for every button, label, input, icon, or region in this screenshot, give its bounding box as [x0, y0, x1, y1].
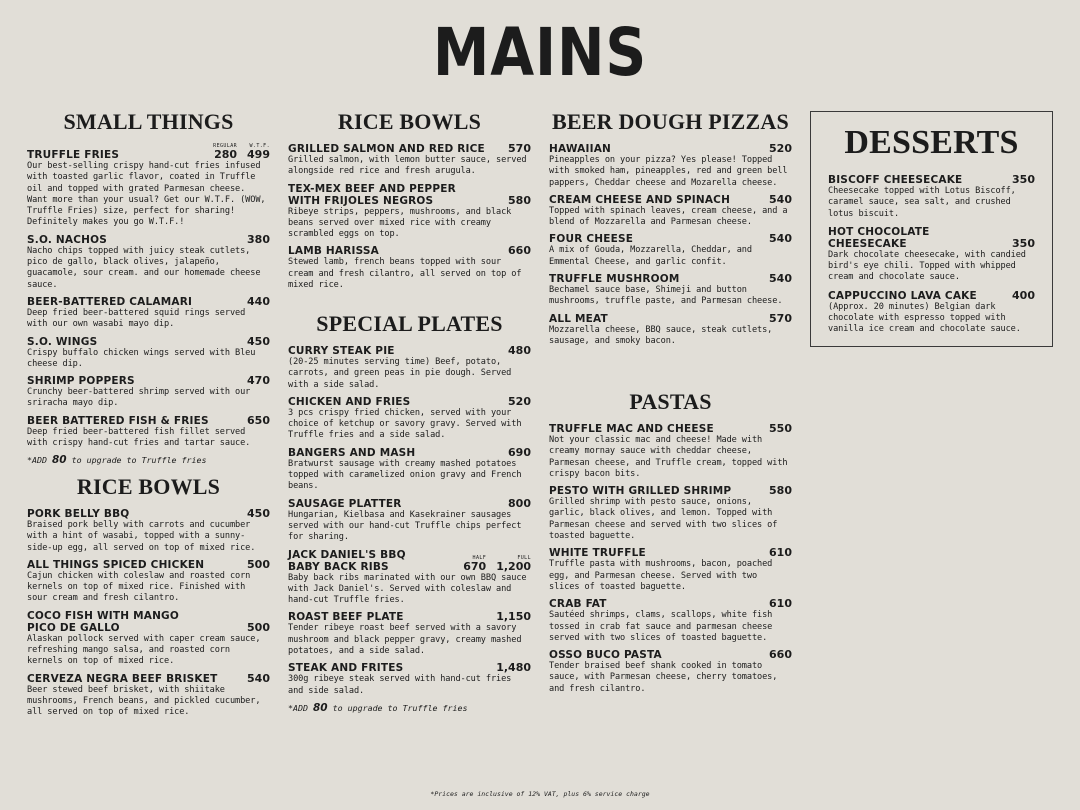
item-name: BEER-BATTERED CALAMARI — [27, 295, 193, 308]
item-name: WHITE TRUFFLE — [549, 547, 646, 560]
item-description: Nacho chips topped with juicy steak cutlets, pico de gallo, black olives, jalapeño, guacamole, sour cream. and our homemade cheese sauce. — [27, 245, 261, 290]
item-price: 660 — [508, 244, 531, 258]
item-name: SAUSAGE PLATTER — [288, 497, 402, 510]
item-description: 3 pcs crispy fried chicken, served with your choice of ketchup or savory gravy. Served with Truffle fries and a side salad. — [288, 407, 522, 441]
item-price: 650 — [247, 413, 270, 427]
item-name: CERVEZA NEGRA BEEF BRISKET — [27, 672, 218, 685]
menu-item — [828, 226, 1035, 284]
item-price: 520 — [769, 142, 792, 155]
item-description: Tender ribeye roast beef served with a savory mushroom and black pepper gravy, creamy mashed potatoes, and a side salad. — [288, 623, 522, 657]
item-description: Braised pork belly with carrots and cucumber with a hint of wasabi, topped with a sunny-side-up egg, all served on top of mixed rice. — [27, 520, 256, 553]
item-name: CURRY STEAK PIE — [288, 345, 395, 357]
item-name: OSSO BUCO PASTA — [549, 649, 662, 662]
item-description: Pineapples on your pizza? Yes please! Topped with smoked ham, pineapples, red and green bell pappers, Cheddar cheese and Mozarella cheese. — [549, 155, 788, 188]
item-name: S.O. NACHOS — [27, 233, 107, 246]
truffle-upgrade-note: *ADD 80 to upgrade to Truffle fries — [288, 701, 468, 714]
item-description: 300g ribeye steak served with hand-cut fries and side salad. — [288, 674, 512, 696]
menu-item — [828, 290, 1035, 336]
menu-item — [27, 610, 270, 668]
item-name: STEAK AND FRITES — [288, 662, 404, 675]
menu-items — [27, 508, 270, 719]
menu-item — [27, 143, 270, 229]
special-plates-section — [288, 313, 531, 714]
menu-item — [27, 234, 270, 291]
item-name: HOT CHOCOLATE CHEESECAKE — [828, 225, 930, 250]
price-size-label: W.T.F. — [249, 143, 270, 149]
item-price: 440 — [247, 294, 270, 308]
item-description: Our best-selling crispy hand-cut fries infused with toasted garlic flavor, coated in Truffle oil and topped with grated Parmesan cheese. Want more than your usual? Get our W.T.F. (WOW, Truffle Fries) size, perfect for sharing! Definitely makes you go W.T.F.! — [27, 161, 266, 228]
item-name: PORK BELLY BBQ — [27, 508, 130, 520]
menu-item — [288, 183, 531, 241]
menu-item — [288, 143, 531, 178]
item-price: 580 — [508, 193, 531, 207]
item-name: FOUR CHEESE — [549, 233, 634, 246]
item-description: Tender braised beef shank cooked in tomato sauce, with Parmesan cheese, cherry tomatoes, and fresh cilantro. — [549, 661, 778, 694]
item-price: 570 — [508, 142, 531, 155]
menu-item — [288, 549, 531, 607]
item-description: Not your classic mac and cheese! Made with creamy mornay sauce with cheddar cheese, Parmesan cheese, and Truffle cream, topped with crispy bacon bits. — [549, 435, 788, 479]
item-price: 580 — [769, 484, 792, 498]
item-price: 350 — [1012, 236, 1035, 250]
menu-item — [27, 336, 270, 371]
item-name: CAPPUCCINO LAVA CAKE — [828, 289, 977, 302]
menu-item — [828, 174, 1035, 220]
menu-item — [27, 508, 270, 554]
item-price: 610 — [769, 597, 792, 611]
menu-item — [288, 662, 531, 697]
item-price: 1,480 — [496, 661, 531, 675]
item-name: ROAST BEEF PLATE — [288, 611, 404, 624]
item-price: 540 — [769, 232, 792, 246]
section-heading: PASTAS — [629, 389, 712, 414]
item-name: CHICKEN AND FRIES — [288, 395, 411, 408]
item-name: JACK DANIEL'S BBQ BABY BACK RIBS — [288, 548, 406, 573]
item-name: ALL THINGS SPICED CHICKEN — [27, 558, 205, 571]
item-price: 610 — [769, 546, 792, 560]
item-description: Baby back ribs marinated with our own BBQ sauce with Jack Daniel's. Served with coleslaw and hand-cut Truffle fries. — [288, 572, 527, 606]
menu-item — [288, 498, 531, 544]
item-name: TRUFFLE MAC AND CHEESE — [549, 423, 714, 435]
item-name: TRUFFLE FRIES — [27, 149, 120, 161]
item-price: 450 — [247, 507, 270, 520]
item-price: 380 — [247, 232, 270, 246]
menu-item — [549, 649, 792, 695]
menu-items — [828, 174, 1035, 336]
item-price: 660 — [769, 648, 792, 662]
menu-item — [549, 423, 792, 480]
item-description: Deep fried beer-battered fish fillet served with crispy hand-cut fries and tartar sauce. — [27, 426, 251, 449]
menu-item — [288, 245, 531, 291]
item-price: 800 — [508, 496, 531, 510]
item-description: Topped with spinach leaves, cream cheese, and a blend of Mozzarella and Parmesan cheese. — [549, 205, 788, 228]
item-price: 690 — [508, 445, 531, 459]
menu-items — [549, 423, 792, 695]
item-description: Grilled salmon, with lemon butter sauce, served alongside red rice and fresh arugula. — [288, 155, 527, 177]
pizzas-section — [549, 111, 792, 352]
item-price: 670 — [463, 559, 487, 573]
menu-item — [27, 559, 270, 605]
price-size-label: FULL — [517, 554, 531, 561]
section-heading: BEER DOUGH PIZZAS — [552, 109, 789, 134]
item-description: Alaskan pollock served with caper cream sauce, refreshing mango salsa, and roasted corn kernels on top of mixed rice. — [27, 633, 261, 667]
rice-bowls-mid-section — [288, 111, 531, 296]
rice-bowls-left-section — [27, 476, 270, 724]
section-heading: RICE BOWLS — [76, 474, 221, 499]
menu-item — [549, 233, 792, 268]
section-heading: DESSERTS — [844, 124, 1019, 161]
item-description: Mozzarella cheese, BBQ sauce, steak cutlets, sausage, and smoky bacon. — [549, 324, 773, 346]
item-description: Hungarian, Kielbasa and Kasekrainer sausages served with our hand-cut Truffle chips perfect for sharing. — [288, 509, 522, 543]
menu-item — [549, 273, 792, 308]
item-price: 500 — [247, 620, 270, 634]
menu-item — [549, 143, 792, 189]
menu-items — [27, 143, 270, 449]
menu-item — [549, 313, 792, 348]
small-things-section — [27, 111, 270, 466]
item-price: 499 — [247, 148, 270, 161]
desserts-box — [810, 111, 1053, 347]
item-description: Crispy buffalo chicken wings served with Bleu cheese dip. — [27, 347, 256, 369]
item-description: Stewed lamb, french beans topped with sour cream and fresh cilantro, all served on top of mixed rice. — [288, 257, 522, 291]
item-price: 520 — [508, 394, 531, 408]
item-name: CRAB FAT — [549, 598, 607, 611]
menu-item — [288, 447, 531, 493]
item-price: 480 — [508, 344, 531, 357]
menu-item — [549, 547, 792, 593]
truffle-upgrade-note: *ADD 80 to upgrade to Truffle fries — [27, 454, 207, 467]
section-heading: SMALL THINGS — [63, 109, 234, 134]
item-name: ALL MEAT — [549, 312, 608, 325]
item-name: PESTO WITH GRILLED SHRIMP — [549, 485, 732, 498]
item-name: SHRIMP POPPERS — [27, 375, 135, 388]
menu-item — [288, 345, 531, 391]
item-name: BEER BATTERED FISH & FRIES — [27, 414, 209, 427]
item-price: 280 — [214, 148, 238, 161]
section-heading: RICE BOWLS — [337, 109, 482, 134]
menu-items — [549, 143, 792, 347]
item-name: HAWAIIAN — [549, 143, 612, 155]
item-price: 470 — [247, 374, 270, 388]
item-description: Sautéed shrimps, clams, scallops, white fish tossed in crab fat sauce and parmesan cheese served with two slices of toasted baguette. — [549, 610, 773, 643]
item-description: A mix of Gouda, Mozzarella, Cheddar, and Emmental Cheese, and garlic confit. — [549, 245, 752, 267]
menu-item — [288, 396, 531, 442]
item-price: 350 — [1012, 173, 1035, 186]
item-name: COCO FISH WITH MANGO PICO DE GALLO — [27, 609, 180, 634]
menu-item — [549, 598, 792, 644]
item-price: 1,150 — [496, 610, 531, 624]
page-title: MAINS — [432, 14, 648, 91]
item-name: CREAM CHEESE AND SPINACH — [549, 193, 731, 206]
item-description: Ribeye strips, peppers, mushrooms, and black beans served over mixed rice with creamy scrambled eggs on top. — [288, 206, 512, 240]
item-description: Crunchy beer-battered shrimp served with our sriracha mayo dip. — [27, 387, 251, 409]
item-price: 540 — [769, 272, 792, 286]
item-name: TRUFFLE MUSHROOM — [549, 273, 680, 286]
menu-items — [288, 143, 531, 291]
item-description: Deep fried beer-battered squid rings served with our own wasabi mayo dip. — [27, 307, 246, 330]
item-description: Bratwurst sausage with creamy mashed potatoes topped with caramelized onion gravy and French beans. — [288, 458, 522, 492]
price-size-label: REGULAR — [213, 143, 238, 149]
pastas-section — [549, 391, 792, 700]
item-price: 400 — [1012, 288, 1035, 302]
item-price: 570 — [769, 311, 792, 325]
item-price: 500 — [247, 557, 270, 571]
menu-item — [549, 485, 792, 542]
item-description: Bechamel sauce base, Shimeji and button mushrooms, truffle paste, and Parmesan cheese. — [549, 285, 783, 307]
item-description: (Approx. 20 minutes) Belgian dark chocolate with espresso topped with vanilla ice cream and chocolate sauce. — [828, 301, 1021, 335]
menu-item — [27, 375, 270, 410]
price-footnote: *Prices are inclusive of 12% VAT, plus 6% service charge — [430, 790, 650, 798]
item-name: TEX-MEX BEEF AND PEPPER WITH FRIJOLES NEGROS — [288, 182, 456, 207]
item-description: (20-25 minutes serving time) Beef, potato, carrots, and green peas in pie dough. Served with a side salad. — [288, 357, 512, 390]
item-description: Cajun chicken with coleslaw and roasted corn kernels on top of mixed rice. Finished with sour cream and fresh cilantro. — [27, 570, 251, 604]
item-description: Beer stewed beef brisket, with shiitake mushrooms, French beans, and pickled cucumber, all served on top of mixed rice. — [27, 684, 261, 718]
menu-item — [27, 296, 270, 331]
item-price: 540 — [769, 192, 792, 206]
item-price: 1,200 — [496, 559, 531, 573]
item-description: Cheesecake topped with Lotus Biscoff, caramel sauce, sea salt, and crushed lotus biscuit. — [828, 186, 1016, 219]
menu-items — [288, 345, 531, 697]
menu-item — [288, 611, 531, 657]
item-description: Dark chocolate cheesecake, with candied bird's eye chili. Topped with whipped cream and chocolate sauce. — [828, 249, 1026, 283]
item-price: 550 — [769, 422, 792, 435]
price-size-label: HALF — [472, 554, 487, 561]
item-prices — [213, 143, 270, 161]
item-name: LAMB HARISSA — [288, 245, 380, 258]
item-description: Truffle pasta with mushrooms, bacon, poached egg, and Parmesan cheese. Served with two slices of toasted baguette. — [549, 559, 773, 592]
item-prices — [463, 555, 531, 573]
item-name: BISCOFF CHEESECAKE — [828, 174, 963, 186]
menu-item — [27, 673, 270, 719]
item-name: GRILLED SALMON AND RED RICE — [288, 143, 485, 155]
item-price: 540 — [247, 671, 270, 685]
item-description: Grilled shrimp with pesto sauce, onions, garlic, black olives, and lemon. Topped with Parmesan cheese and served with two slices of toasted baguette. — [549, 497, 778, 542]
section-heading: SPECIAL PLATES — [316, 311, 503, 336]
item-name: BANGERS AND MASH — [288, 446, 416, 459]
menu-item — [27, 415, 270, 450]
menu-item — [549, 194, 792, 229]
item-price: 450 — [247, 334, 270, 348]
item-name: S.O. WINGS — [27, 335, 98, 348]
